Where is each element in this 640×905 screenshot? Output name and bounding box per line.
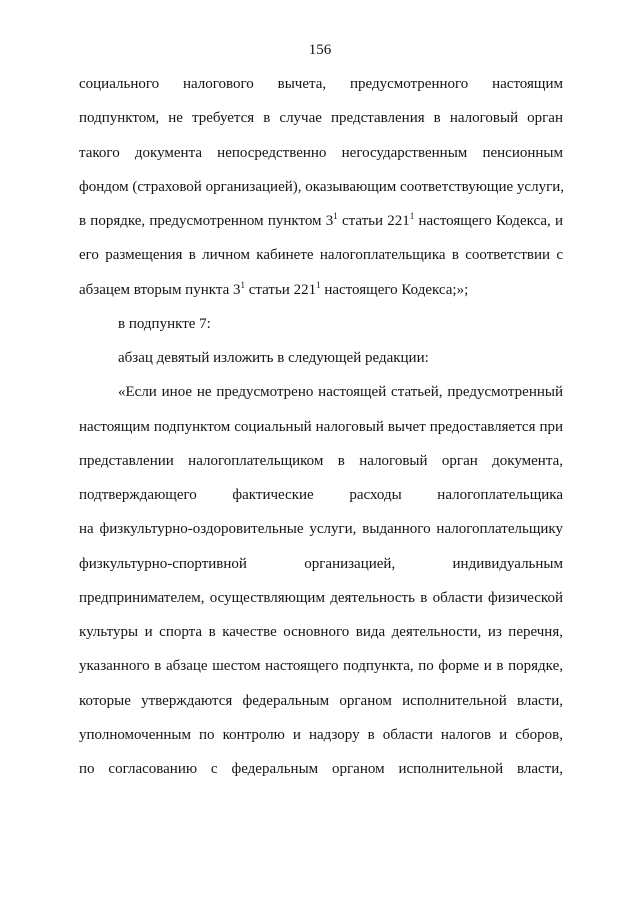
text-line: фондом (страховой организацией), оказывающим соответствующие услуги, — [79, 178, 564, 195]
text-line: на физкультурно-оздоровительные услуги, выданного налогоплательщику — [79, 521, 563, 538]
text-line: указанного в абзаце шестом настоящего подпункта, по форме и в порядке, — [79, 658, 563, 675]
text-line: которые утверждаются федеральным органом исполнительной власти, — [79, 692, 563, 709]
text-fragment: настоящего Кодекса;»; — [320, 281, 469, 298]
document-body — [79, 74, 563, 793]
text-line: настоящим подпунктом социальный налоговый вычет предоставляется при — [79, 418, 563, 435]
text-line: культуры и спорта в качестве основного вида деятельности, из перечня, — [79, 624, 563, 640]
text-line: уполномоченным по контролю и надзору в области налогов и сборов, — [79, 726, 563, 743]
text-fragment: настоящего Кодекса, и — [414, 213, 564, 229]
superscript: 1 — [333, 211, 338, 221]
text-line-with-superscripts — [79, 211, 563, 245]
text-line: его размещения в личном кабинете налогоплательщика в соответствии с — [79, 247, 563, 264]
text-line: представлении налогоплательщиком в налоговый орган документа, — [79, 452, 563, 469]
superscript: 1 — [316, 279, 321, 290]
text-line: физкультурно-спортивной организацией, индивидуальным — [79, 555, 563, 572]
text-line: социального налогового вычета, предусмотренного настоящим — [79, 76, 563, 92]
text-line: абзац девятый изложить в следующей редакции: — [118, 350, 429, 366]
text-fragment: абзацем вторым пункта 3 — [79, 281, 241, 298]
text-fragment: в порядке, предусмотренном пунктом 3 — [79, 213, 334, 229]
text-line: такого документа непосредственно негосударственным пенсионным — [79, 144, 563, 161]
text-line: подпунктом, не требуется в случае представления в налоговый орган — [79, 110, 563, 127]
text-fragment: статьи 221 — [244, 281, 317, 298]
superscript: 1 — [409, 211, 415, 221]
text-line: подтверждающего фактические расходы налогоплательщика — [79, 487, 563, 503]
text-line: в подпункте 7: — [118, 315, 211, 332]
text-fragment: статьи 221 — [337, 213, 410, 229]
text-line: по согласованию с федеральным органом исполнительной власти, — [79, 761, 563, 777]
text-line-with-superscripts — [79, 280, 563, 314]
text-line: «Если иное не предусмотрено настоящей статьей, предусмотренный — [118, 384, 563, 401]
page-number: 156 — [308, 42, 332, 58]
superscript: 1 — [240, 279, 245, 290]
text-line: предпринимателем, осуществляющим деятельность в области физической — [79, 589, 563, 606]
